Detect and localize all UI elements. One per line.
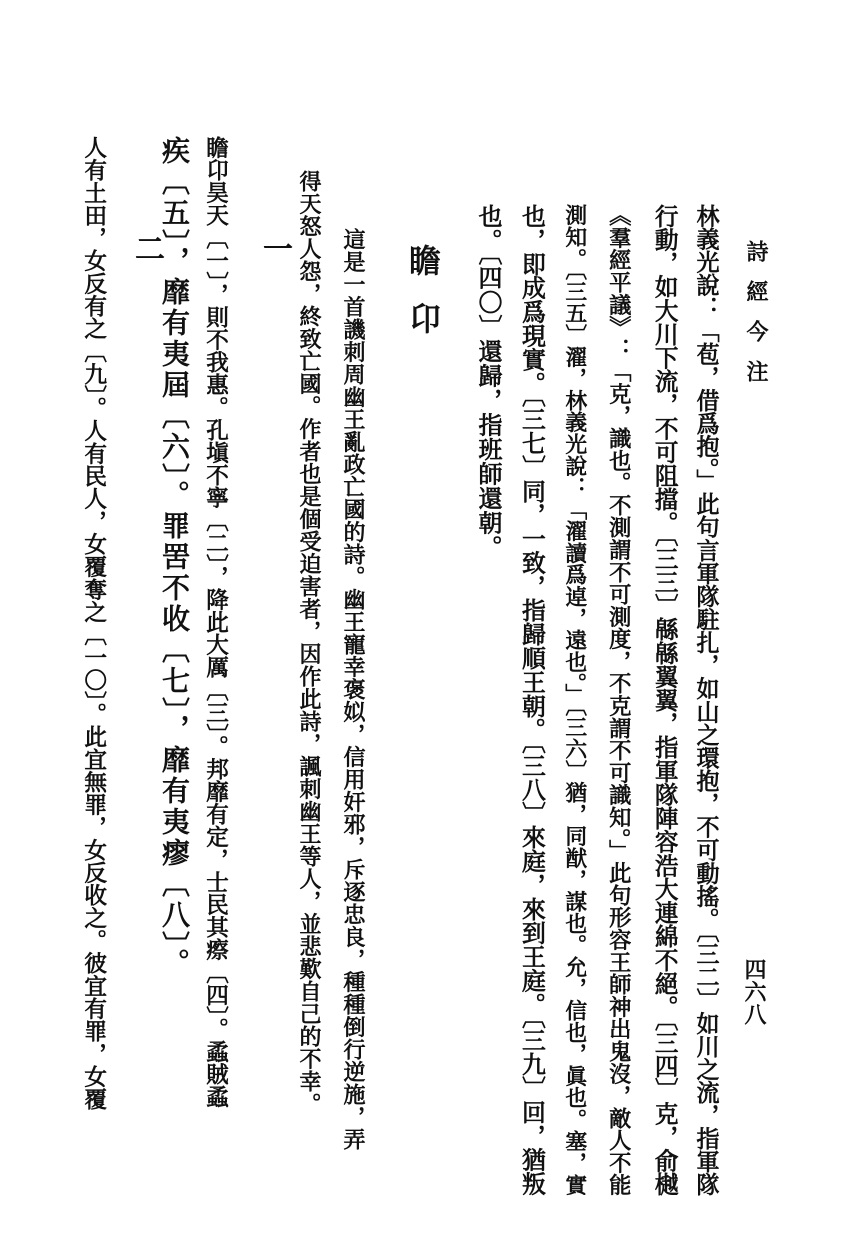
poem-line: 人有土田，女反有之〔九〕。人有民人，女覆奪之〔一〇〕。此宜無罪，女反收之。彼宜有罪，女覆	[80, 136, 107, 1111]
note-line: 也，即成爲現實。〔三七〕同，一致，指歸順王朝。〔三八〕來庭，來到王庭。〔三九〕回，猶叛	[517, 204, 546, 1196]
running-head-title: 詩經今注	[743, 240, 769, 400]
intro-line: 這是一首譏刺周幽王亂政亡國的詩。幽王寵幸褒姒，信用奸邪，斥逐忠良，種種倒行逆施，弄	[340, 228, 366, 1151]
note-line: 行動，如大川下流，不可阻擋。〔三三〕緜緜翼翼，指軍隊陣容浩大連綿不絕。〔三四〕克，俞樾	[650, 204, 679, 1197]
poem-line: 疾〔五〕，靡有夷屆〔六〕。罪罟不收〔七〕，靡有夷瘳〔八〕。	[158, 136, 191, 979]
note-line: 測知。〔三五〕濯，林義光說：「濯讀爲逴，遠也。」〔三六〕猶，同猷，謀也。允，信也，眞也。塞，實	[561, 204, 587, 1196]
section-number: 二	[129, 233, 164, 264]
poem-line: 瞻卬昊天〔一〕，則不我惠。孔塡不寧〔二〕，降此大厲〔三〕。邦靡有定，士民其瘵〔四〕。蟊賊蟊	[202, 136, 229, 1108]
note-line: 《羣經平議》：「克，識也。不測謂不可測度，不克謂不可識知。」此句形容王師神出鬼沒，敵人不能	[605, 204, 632, 1196]
poem-title: 瞻卬	[404, 244, 442, 360]
note-line: 林義光說：「苞，借爲抱。」此句言軍隊駐扎，如山之環抱，不可動搖。〔三二〕如川之流，指軍隊	[692, 204, 720, 1197]
note-line: 也。〔四〇〕還歸，指班師還朝。	[474, 204, 503, 560]
intro-line: 得天怒人怨，終致亡國。作者也是個受迫害者，因作此詩，諷刺幽王等人，並悲歎自己的不幸。	[296, 170, 322, 1115]
page-number: 四六八	[741, 958, 767, 1026]
section-number: 一	[257, 233, 292, 264]
